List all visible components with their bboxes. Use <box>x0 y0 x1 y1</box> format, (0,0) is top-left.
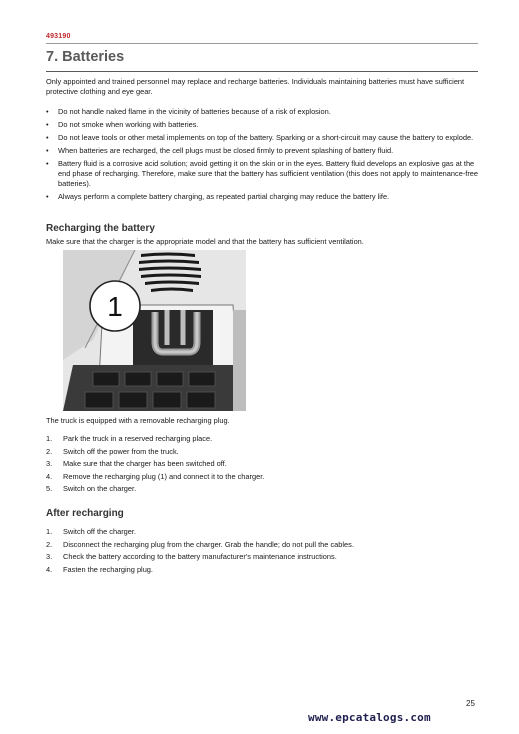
intro-paragraph: Only appointed and trained personnel may replace and recharge batteries. Individuals maintaining batteries must have sufficient protective clothing and eye gear. <box>46 77 465 96</box>
step-item <box>46 540 478 550</box>
bullet-marker: • <box>46 192 49 201</box>
step-number: 2. <box>46 446 53 456</box>
step-number: 1. <box>46 434 53 443</box>
step-item <box>46 484 478 494</box>
step-text: Disconnect the recharging plug from the charger. Grab the handle; do not pull the cables. <box>63 539 354 549</box>
document-code: 493190 <box>46 33 71 40</box>
step-text: Check the battery according to the battery manufacturer's maintenance instructions. <box>63 552 337 562</box>
bullet-text: When batteries are recharged, the cell plugs must be closed firmly to prevent splashing of battery fluid. <box>58 146 394 155</box>
bullet-item <box>46 107 478 117</box>
step-number: 3. <box>46 552 53 562</box>
bullet-text: Do not smoke when working with batteries. <box>58 120 199 129</box>
page-title: 7. Batteries <box>46 49 125 65</box>
figure-caption: The truck is equipped with a removable recharging plug. <box>46 416 230 425</box>
step-item <box>46 447 478 457</box>
recharging-heading: Recharging the battery <box>46 223 155 234</box>
step-number: 4. <box>46 564 53 574</box>
bullet-item <box>46 146 478 156</box>
step-text: Park the truck in a reserved recharging place. <box>63 434 213 443</box>
bullet-marker: • <box>46 133 49 142</box>
step-item <box>46 552 478 562</box>
step-text: Make sure that the charger has been switched off. <box>63 459 227 469</box>
step-number: 3. <box>46 459 53 469</box>
recharging-steps <box>46 434 478 497</box>
bullet-text: Battery fluid is a corrosive acid solution; avoid getting it on the skin or in the eyes. Battery fluid develops an explosive gas at the end phase of recharging. Therefore, make sure that the battery has sufficient ventilation (this does not apply to maintenance-free batteries). <box>58 159 479 188</box>
after-recharging-heading: After recharging <box>46 508 124 519</box>
recharging-plug-illustration <box>63 250 246 411</box>
step-item <box>46 434 478 444</box>
step-number: 4. <box>46 471 53 481</box>
bullet-item <box>46 120 478 130</box>
callout-number: 1 <box>107 291 123 322</box>
bullet-marker: • <box>46 107 49 116</box>
step-item <box>46 527 478 537</box>
step-text: Switch off the charger. <box>63 527 136 536</box>
recharging-subtitle: Make sure that the charger is the appropriate model and that the battery has sufficient ventilation. <box>46 237 364 246</box>
bullet-marker: • <box>46 146 49 155</box>
step-text: Switch off the power from the truck. <box>63 446 179 456</box>
step-number: 5. <box>46 484 53 494</box>
bullet-item <box>46 133 478 143</box>
step-item <box>46 565 478 575</box>
watermark-text: www.epcatalogs.com <box>308 711 431 724</box>
bullet-marker: • <box>46 159 49 168</box>
bullet-item <box>46 159 478 189</box>
page-number: 25 <box>466 699 475 708</box>
step-number: 1. <box>46 527 53 536</box>
step-item <box>46 472 478 482</box>
bullet-text: Do not leave tools or other metal implements on top of the battery. Sparking or a short-circuit may cause the battery to explode. <box>58 133 474 142</box>
bullet-text: Always perform a complete battery charging, as repeated partial charging may reduce the battery life. <box>58 192 390 201</box>
bullet-text: Do not handle naked flame in the vicinity of batteries because of a risk of explosion. <box>58 107 331 116</box>
header-rule <box>46 43 478 44</box>
after-recharging-steps <box>46 527 478 577</box>
step-item <box>46 459 478 469</box>
step-text: Switch on the charger. <box>63 484 137 494</box>
step-number: 2. <box>46 539 53 549</box>
recharging-plug-figure <box>63 250 246 411</box>
step-text: Fasten the recharging plug. <box>63 564 153 574</box>
callout-circle <box>90 281 140 331</box>
bullet-item <box>46 192 478 202</box>
step-text: Remove the recharging plug (1) and connect it to the charger. <box>63 471 265 481</box>
bullet-marker: • <box>46 120 49 129</box>
safety-bullet-list <box>46 107 478 205</box>
title-rule <box>46 71 478 72</box>
